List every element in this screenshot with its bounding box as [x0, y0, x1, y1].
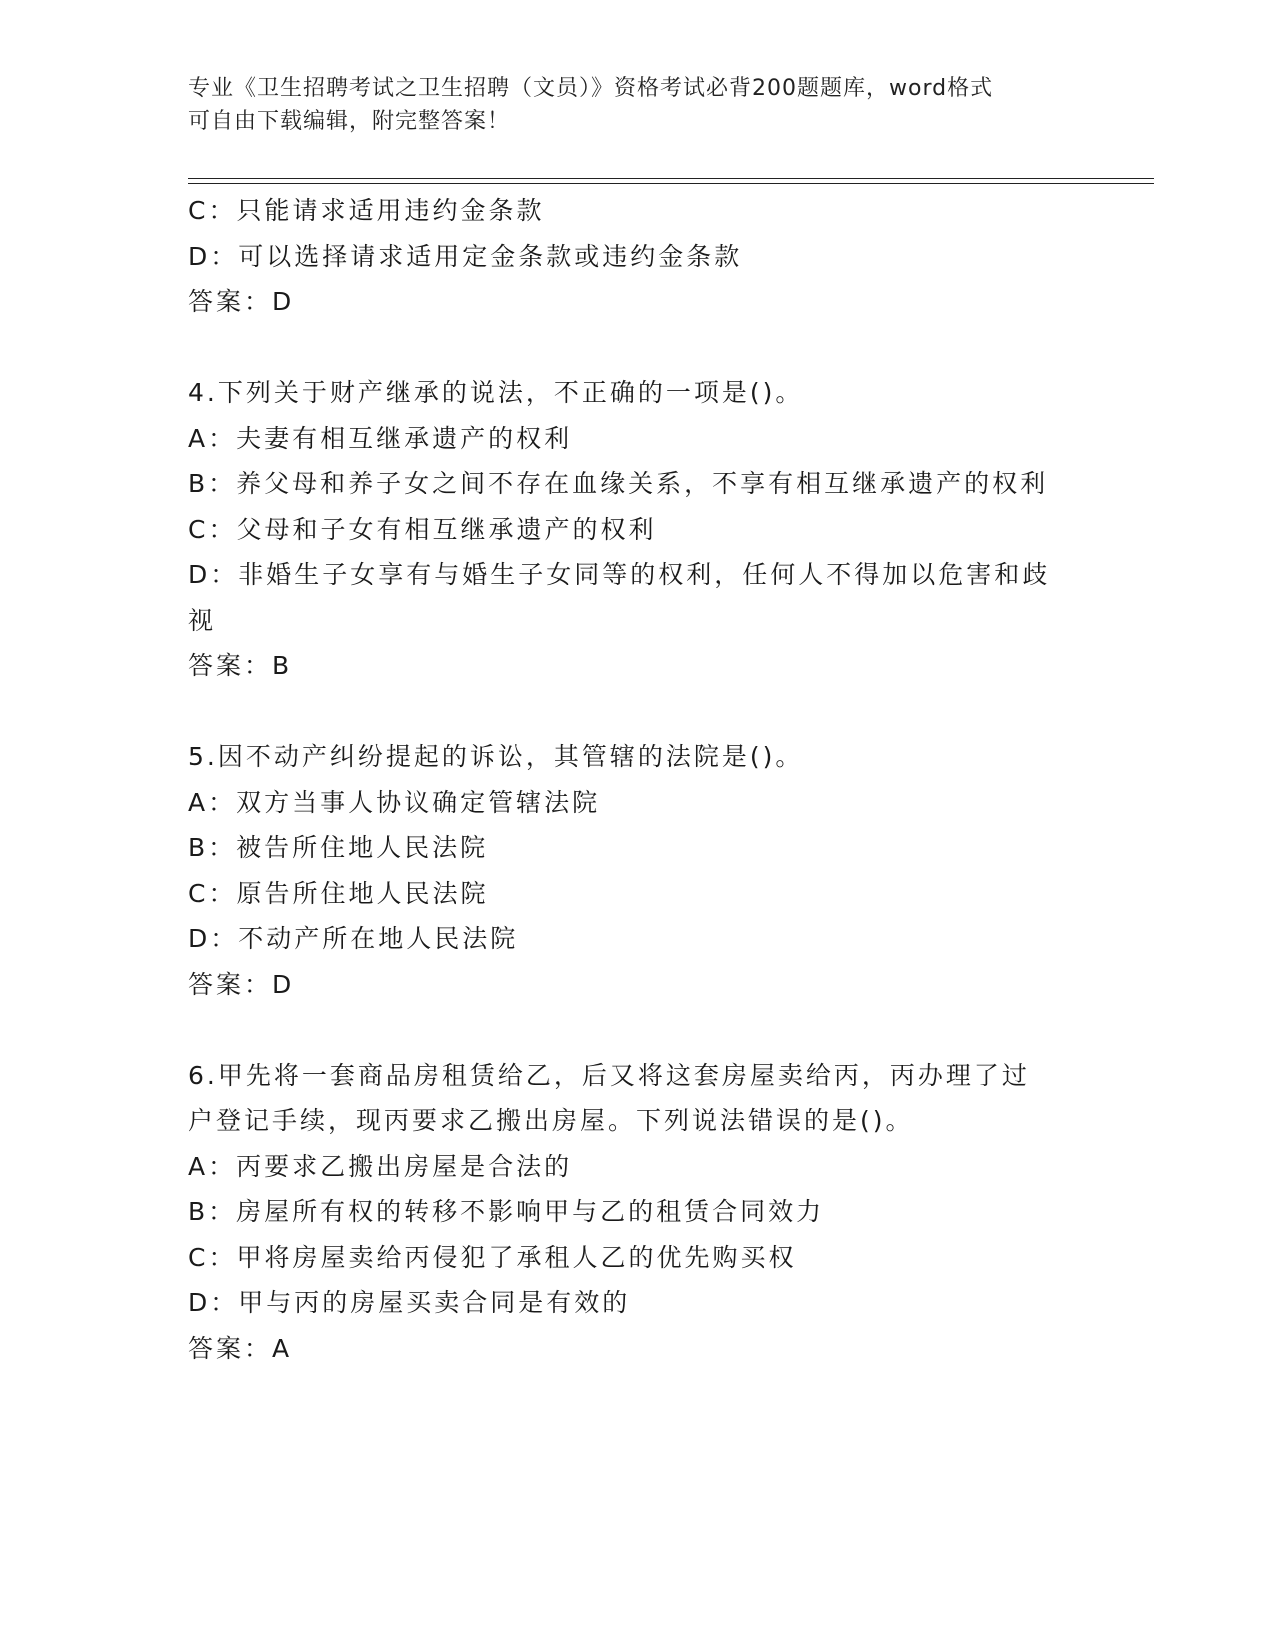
option-b: B：被告所住地人民法院	[188, 833, 489, 862]
option-c: C：甲将房屋卖给丙侵犯了承租人乙的优先购买权	[188, 1242, 797, 1272]
spacer	[188, 689, 1088, 735]
header-line-1: 专业《卫生招聘考试之卫生招聘（文员）》资格考试必背200题题库，word格式	[188, 76, 994, 101]
answer: 答案：A	[188, 1333, 293, 1363]
question-3-tail	[188, 188, 1088, 325]
option-a: A：夫妻有相互继承遗产的权利	[188, 423, 573, 453]
question-list	[188, 188, 1088, 1371]
answer: 答案：B	[188, 651, 293, 680]
question-stem-continued: 户登记手续，现丙要求乙搬出房屋。下列说法错误的是()。	[188, 1106, 914, 1135]
option-b: B：房屋所有权的转移不影响甲与乙的租赁合同效力	[188, 1197, 825, 1226]
option-a: A：双方当事人协议确定管辖法院	[188, 787, 601, 817]
header-divider-bottom	[188, 183, 1154, 184]
spacer	[188, 325, 1088, 371]
option-d-continued: 视	[188, 605, 217, 635]
option-d: D：非婚生子女享有与婚生子女同等的权利，任何人不得加以危害和歧	[188, 560, 1051, 589]
page-header	[188, 72, 1088, 138]
option-b: B：养父母和养子女之间不存在血缘关系，不享有相互继承遗产的权利	[188, 469, 1049, 498]
option-d: D：可以选择请求适用定金条款或违约金条款	[188, 241, 743, 271]
header-line-2: 可自由下载编辑，附完整答案！	[188, 109, 511, 134]
option-a: A：丙要求乙搬出房屋是合法的	[188, 1151, 573, 1181]
question-stem: 5.因不动产纠纷提起的诉讼，其管辖的法院是()。	[188, 742, 804, 771]
question-stem: 4.下列关于财产继承的说法，不正确的一项是()。	[188, 378, 804, 407]
option-c: C：只能请求适用违约金条款	[188, 196, 545, 225]
spacer	[188, 1007, 1088, 1053]
option-c: C：父母和子女有相互继承遗产的权利	[188, 514, 657, 544]
question-4	[188, 370, 1088, 689]
question-6	[188, 1053, 1088, 1372]
header-divider-top	[188, 178, 1154, 179]
answer: 答案：D	[188, 287, 295, 316]
option-c: C：原告所住地人民法院	[188, 878, 489, 908]
option-d: D：甲与丙的房屋买卖合同是有效的	[188, 1288, 631, 1317]
option-d: D：不动产所在地人民法院	[188, 924, 519, 953]
question-5	[188, 734, 1088, 1007]
answer: 答案：D	[188, 969, 295, 999]
question-stem: 6.甲先将一套商品房租赁给乙，后又将这套房屋卖给丙，丙办理了过	[188, 1060, 1030, 1090]
